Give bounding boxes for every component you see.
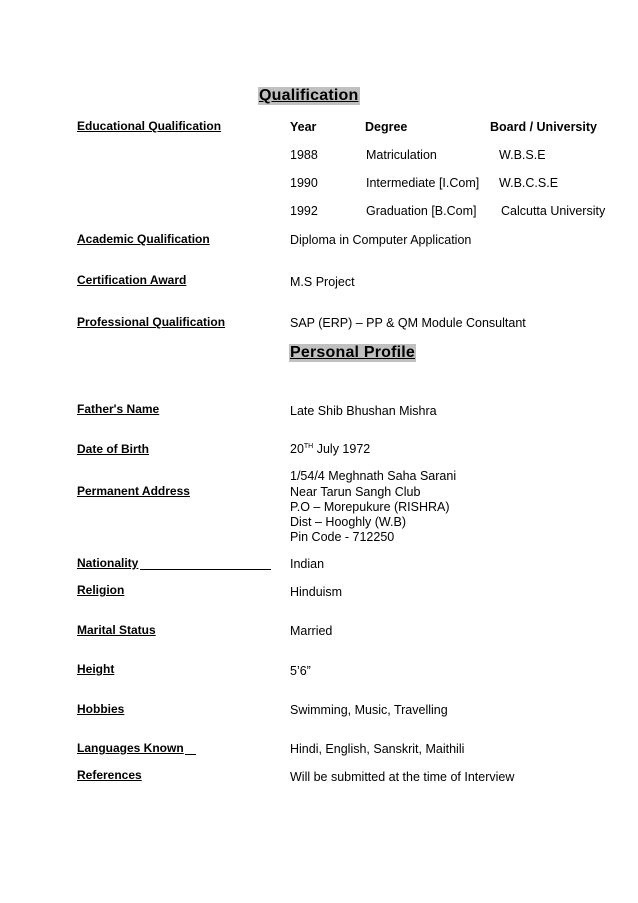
edu-row-board: W.B.S.E xyxy=(499,148,546,162)
edu-row-year: 1992 xyxy=(290,204,318,218)
hobbies-label: Hobbies xyxy=(77,702,125,716)
references-value: Will be submitted at the time of Interview xyxy=(290,770,515,784)
fathers-name-label: Father's Name xyxy=(77,402,160,416)
professional-qualification-value: SAP (ERP) – PP & QM Module Consultant xyxy=(290,316,526,330)
nationality-label: Nationality xyxy=(77,556,139,570)
professional-qualification-label: Professional Qualification xyxy=(77,315,226,329)
hobbies-value: Swimming, Music, Travelling xyxy=(290,703,448,717)
edu-row-board: W.B.C.S.E xyxy=(499,176,559,190)
languages-known-label: Languages Known xyxy=(77,741,184,755)
permanent-address-label: Permanent Address xyxy=(77,484,190,498)
qualification-heading: Qualification xyxy=(259,87,359,104)
height-value: 5’6” xyxy=(290,664,311,678)
column-header-board: Board / University xyxy=(490,120,597,134)
edu-row-degree: Matriculation xyxy=(366,148,437,162)
dob-month-year: July 1972 xyxy=(313,442,371,456)
date-of-birth-value xyxy=(290,442,370,456)
address-line: Pin Code - 712250 xyxy=(290,530,395,544)
date-of-birth-label: Date of Birth xyxy=(77,442,149,456)
dob-ordinal: TH xyxy=(303,442,314,450)
academic-qualification-label: Academic Qualification xyxy=(77,232,210,246)
languages-known-value: Hindi, English, Sanskrit, Maithili xyxy=(290,742,465,756)
address-line: P.O – Morepukure (RISHRA) xyxy=(290,500,450,514)
nationality-value: Indian xyxy=(290,557,325,571)
height-label: Height xyxy=(77,662,115,676)
nationality-underline xyxy=(140,569,271,570)
dob-day: 20 xyxy=(290,442,304,456)
address-line: 1/54/4 Meghnath Saha Sarani xyxy=(290,469,457,483)
religion-value: Hinduism xyxy=(290,585,343,599)
fathers-name-value: Late Shib Bhushan Mishra xyxy=(290,404,437,418)
personal-profile-heading: Personal Profile xyxy=(290,344,416,361)
edu-row-board: Calcutta University xyxy=(501,204,606,218)
marital-status-label: Marital Status xyxy=(77,623,156,637)
edu-row-year: 1988 xyxy=(290,148,318,162)
certification-award-label: Certification Award xyxy=(77,273,187,287)
educational-qualification-label: Educational Qualification xyxy=(77,119,222,133)
academic-qualification-value: Diploma in Computer Application xyxy=(290,233,472,247)
edu-row-degree: Intermediate [I.Com] xyxy=(366,176,480,190)
address-line: Dist – Hooghly (W.B) xyxy=(290,515,407,529)
religion-label: Religion xyxy=(77,583,125,597)
edu-row-degree: Graduation [B.Com] xyxy=(366,204,477,218)
column-header-degree: Degree xyxy=(365,120,408,134)
marital-status-value: Married xyxy=(290,624,333,638)
references-label: References xyxy=(77,768,142,782)
certification-award-value: M.S Project xyxy=(290,275,355,289)
column-header-year: Year xyxy=(290,120,317,134)
address-line: Near Tarun Sangh Club xyxy=(290,485,421,499)
edu-row-year: 1990 xyxy=(290,176,318,190)
languages-underline xyxy=(185,754,196,755)
